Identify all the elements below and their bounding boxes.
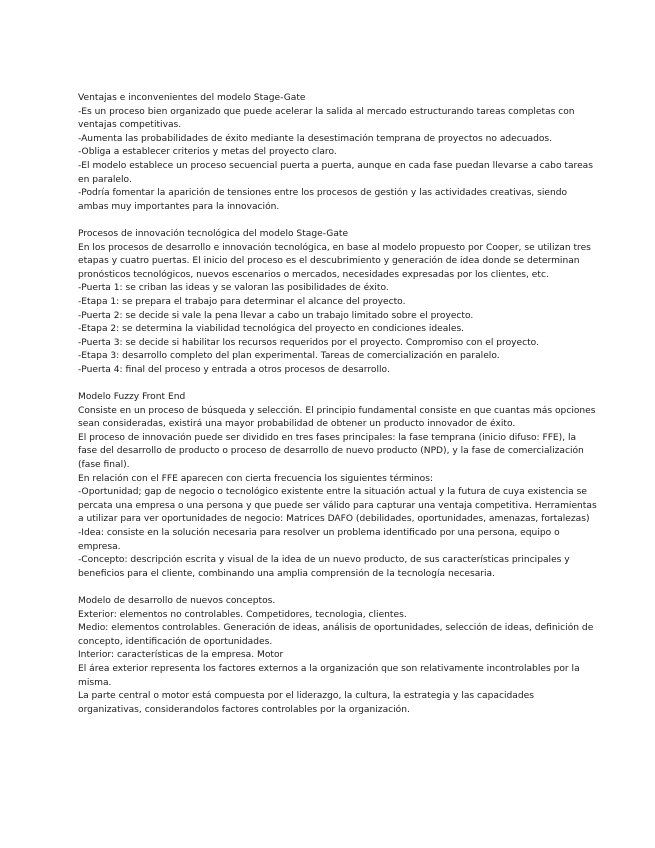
section-title: Modelo Fuzzy Front End (78, 392, 186, 403)
section-title: Ventajas e inconvenientes del modelo Stage-Gate (78, 93, 306, 103)
list-item: -Puerta 3: se decide si habilitar los recursos requeridos por el proyecto. Compromiso con el proyecto. (78, 337, 539, 348)
list-item: -Obliga a establecer criterios y metas del proyecto claro. (78, 147, 337, 158)
document-page (78, 92, 598, 731)
list-item: -Etapa 3: desarrollo completo del plan experimental. Tareas de comercialización en paralelo. (78, 351, 500, 362)
section-title: Procesos de innovación tecnológica del modelo Stage-Gate (78, 228, 349, 239)
list-item: -Puerta 1: se criban las ideas y se valoran las posibilidades de éxito. (78, 283, 389, 294)
section-stage-gate-processes (78, 228, 598, 378)
paragraph: En relación con el FFE aparecen con cierta frecuencia los siguientes términos: (78, 473, 434, 484)
paragraph: Exterior: elementos no controlables. Competidores, tecnologia, clientes. (78, 609, 407, 620)
paragraph: Medio: elementos controlables. Generación de ideas, análisis de oportunidades, selección de ideas, definición de concepto, identificación de oportunidades. (78, 623, 594, 647)
list-item: -Puerta 2: se decide si vale la pena llevar a cabo un trabajo limitado sobre el proyecto. (78, 310, 474, 321)
section-fuzzy-front-end (78, 391, 598, 581)
list-item: -Aumenta las probabilidades de éxito mediante la desestimación temprana de proyectos no adecuados. (78, 133, 553, 144)
paragraph: El área exterior representa los factores externos a la organización que son relativamente incontrolables por la misma. (78, 663, 580, 688)
list-item: -Idea: consiste en la solución necesaria para resolver un problema identificado por una persona, equipo o empresa. (78, 528, 560, 552)
list-item: -Etapa 1: se prepara el trabajo para determinar el alcance del proyecto. (78, 296, 406, 307)
list-item: -Es un proceso bien organizado que puede acelerar la salida al mercado estructurando tareas completas con ventajas competitivas. (78, 106, 575, 131)
section-new-concept-model (78, 595, 598, 717)
paragraph: La parte central o motor está compuesta por el liderazgo, la cultura, la estrategia y las capacidades organizativas, considerandolos factores controlables por la organización. (78, 691, 534, 715)
list-item: -El modelo establece un proceso secuencial puerta a puerta, aunque en cada fase puedan llevarse a cabo tareas en paralelo. (78, 160, 593, 185)
list-item: -Etapa 2: se determina la viabilidad tecnológica del proyecto en condiciones ideales. (78, 324, 465, 335)
paragraph: En los procesos de desarrollo e innovación tecnológica, en base al modelo propuesto por Cooper, se utilizan tres etapas y cuatro puertas. El inicio del proceso es el descubrimiento y generación de idea donde se determinan pronósticos tecnológicos, nuevos escenarios o mercados, necesidades expresadas por los clientes, etc. (78, 242, 591, 280)
section-stage-gate-pros-cons (78, 92, 598, 214)
section-title: Modelo de desarrollo de nuevos conceptos. (78, 595, 276, 606)
list-item: -Concepto: descripción escrita y visual de la idea de un nuevo producto, de sus características principales y beneficios para el cliente, combinando una amplia comprensión de la tecnología necesaria. (78, 555, 570, 579)
paragraph: Consiste en un proceso de búsqueda y selección. El principio fundamental consiste en que cuantas más opciones sean consideradas, existirá una mayor probabilidad de obtener un producto innovador de éxito. (78, 405, 596, 430)
paragraph: Interior: características de la empresa. Motor (78, 650, 284, 661)
list-item: -Oportunidad; gap de negocio o tecnológico existente entre la situación actual y la futura de cuya existencia se percata una empresa o una persona y que puede ser válido para capturar una ventaja competitiva. Herramientas a utilizar para ver oportunidades de negocio: Matrices DAFO (debilidades, oportunidades, amenazas, fortalezas) (78, 487, 597, 525)
list-item: -Puerta 4: final del proceso y entrada a otros procesos de desarrollo. (78, 364, 390, 375)
paragraph: El proceso de innovación puede ser dividido en tres fases principales: la fase temprana (inicio difuso: FFE), la fase del desarrollo de producto o proceso de desarrollo de nuevo producto (NPD), y la fase de comercialización (fase final). (78, 432, 584, 471)
list-item: -Podría fomentar la aparición de tensiones entre los procesos de gestión y las actividades creativas, siendo ambas muy importantes para la innovación. (78, 188, 568, 212)
